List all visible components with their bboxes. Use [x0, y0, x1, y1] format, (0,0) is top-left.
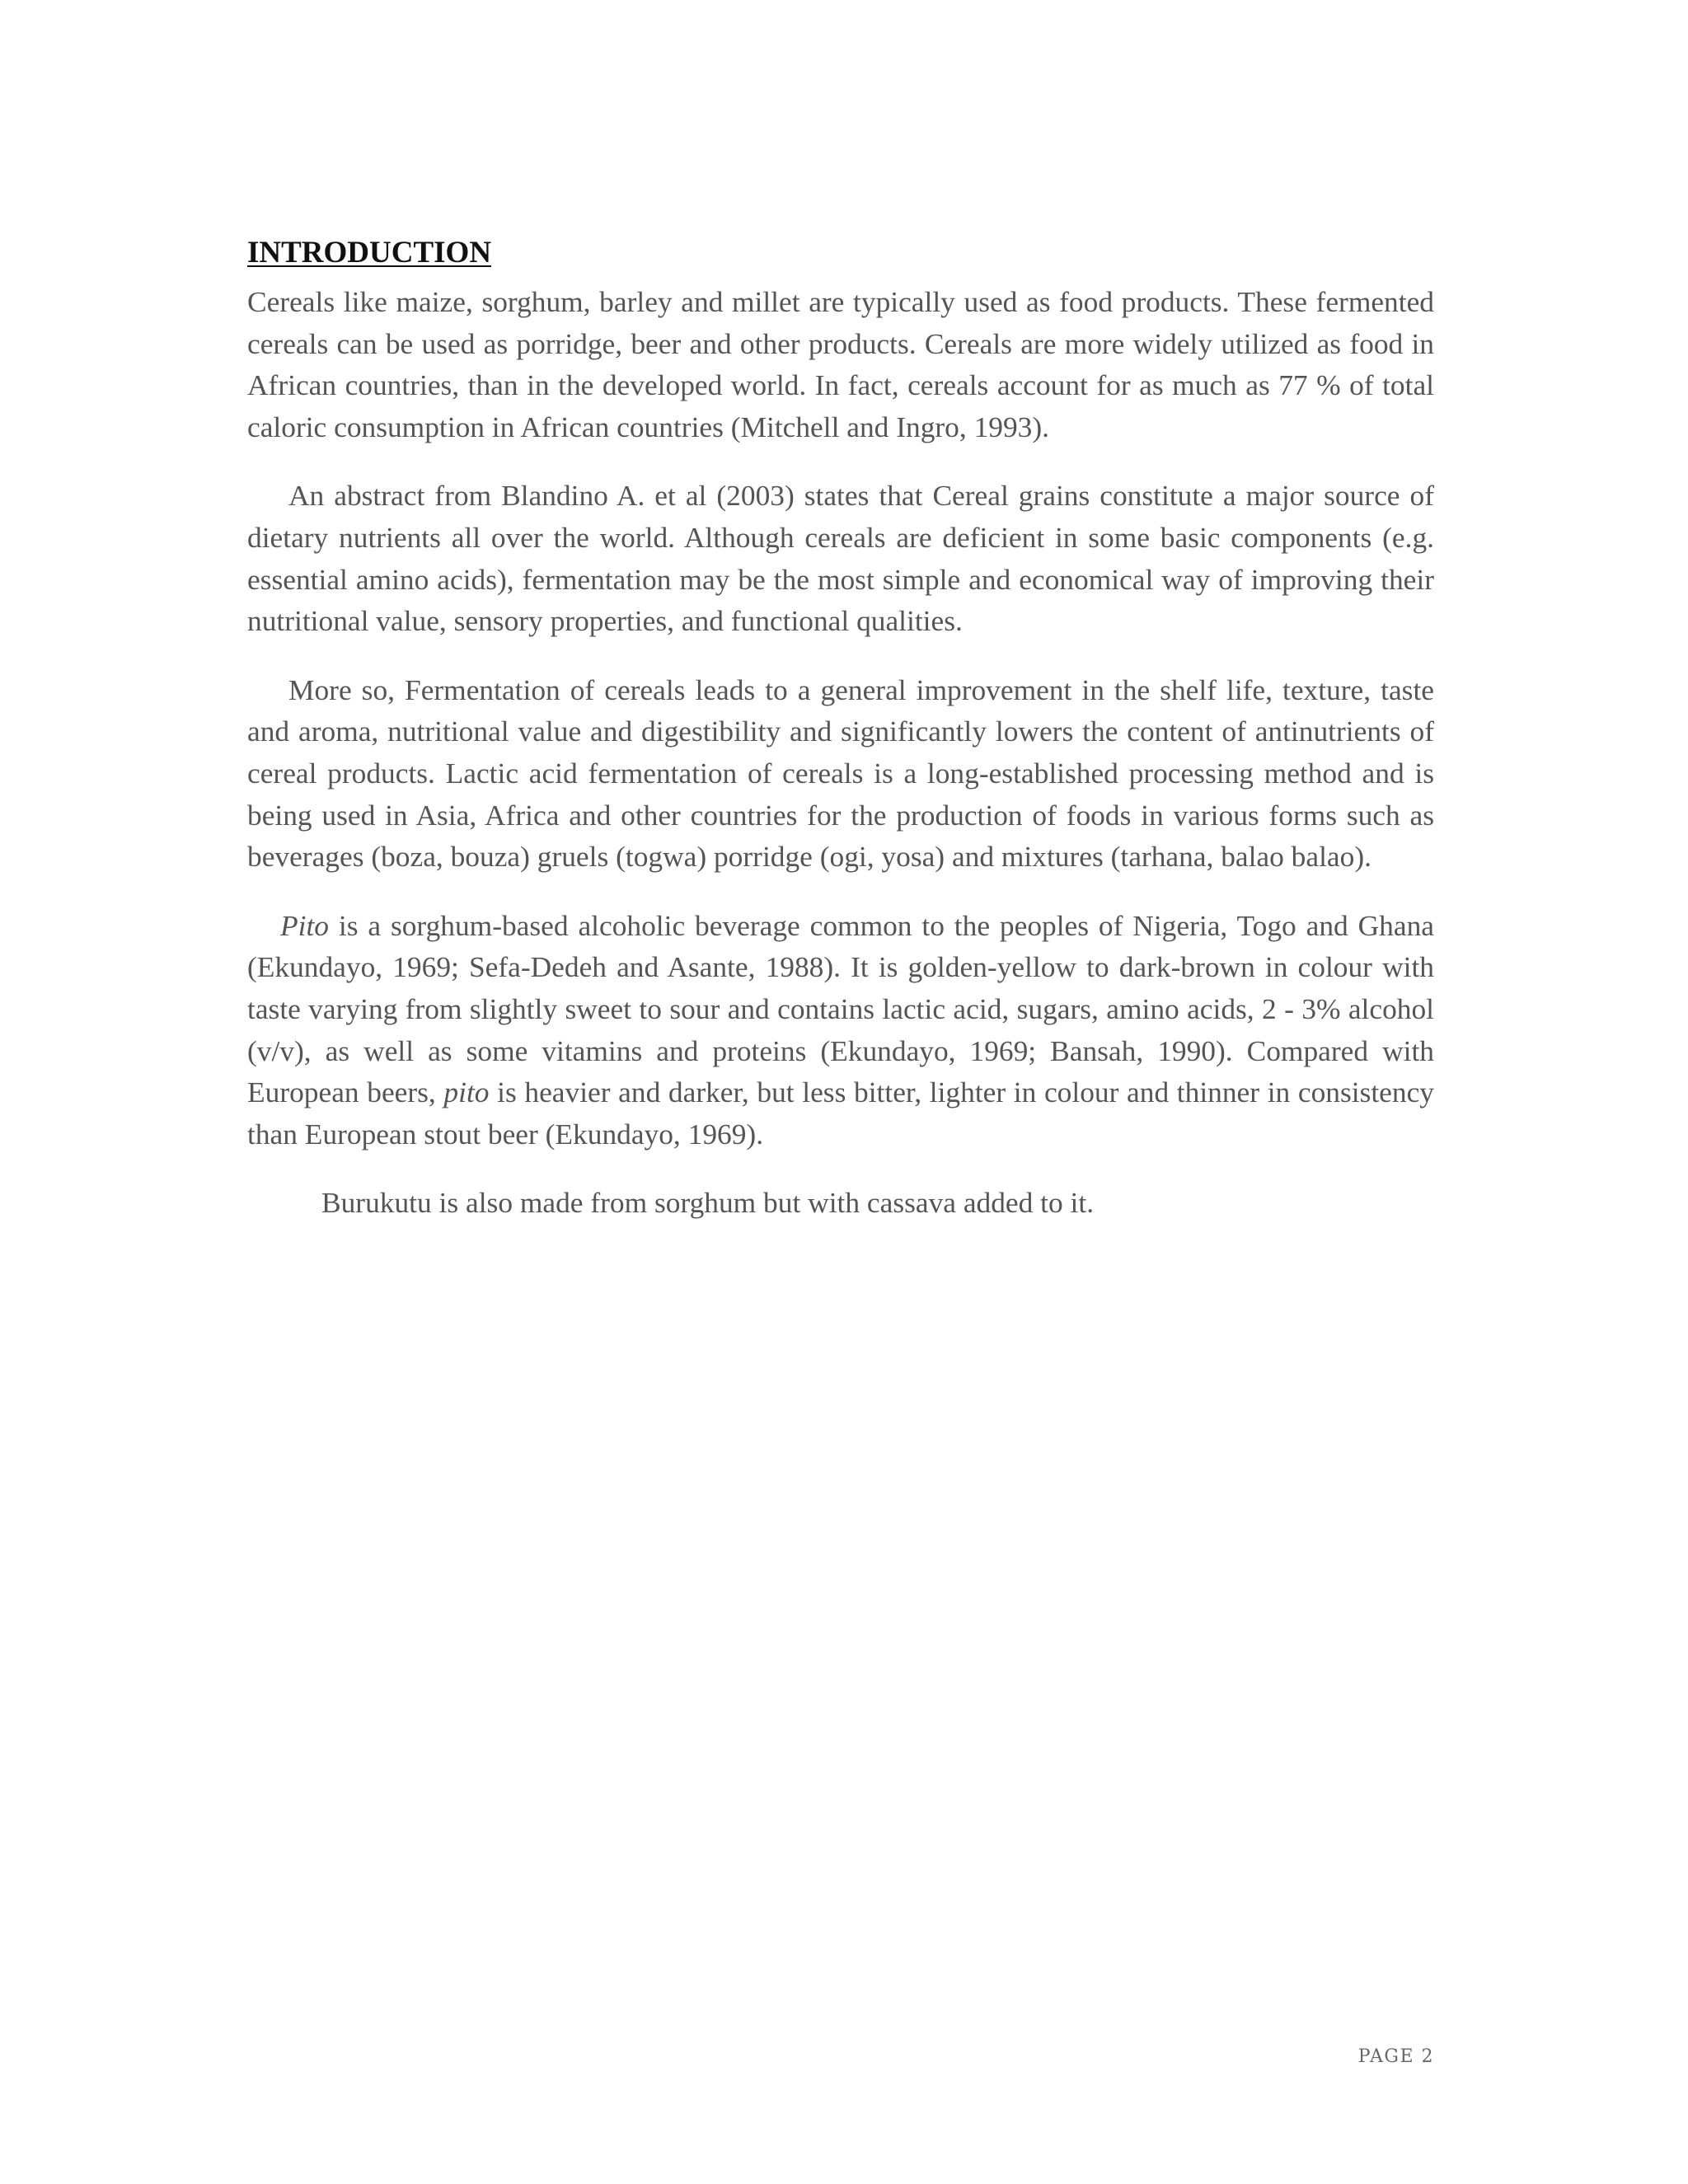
- pito-term: Pito: [280, 908, 329, 942]
- pito-term-2: pito: [443, 1076, 490, 1109]
- paragraph-1: Cereals like maize, sorghum, barley and millet are typically used as food products. These fermented cereals can be used as porridge, beer and other products. Cereals are more widely utilized as food in African countries, than in the developed world. In fact, cereals account for as much as 77 % of total caloric consumption in African countries (Mitchell and Ingro, 1993).: [247, 285, 1434, 443]
- document-body: [247, 235, 1434, 1251]
- paragraph-4-text-1: is a sorghum-based alcoholic beverage common to the peoples of Nigeria, Togo and Ghana (Ekundayo, 1969; Sefa-Dedeh and Asante, 1988). It is golden-yellow to dark-brown in colour with taste varying from slightly sweet to sour and contains lactic acid, sugars, amino acids, 2 - 3% alcohol (v/v), as well as some vitamins and proteins (Ekundayo, 1969; Bansah, 1990). Compared with European beers,: [247, 908, 1434, 1109]
- paragraph-5: Burukutu is also made from sorghum but with cassava added to it.: [321, 1186, 1095, 1220]
- section-heading: INTRODUCTION: [247, 236, 492, 269]
- paragraph-4: [247, 905, 1434, 1155]
- page-number: PAGE 2: [1357, 2046, 1434, 2067]
- paragraph-4-text-2: is heavier and darker, but less bitter, lighter in colour and thinner in consistency than European stout beer (Ekundayo, 1969).: [247, 1076, 1434, 1151]
- paragraph-2: An abstract from Blandino A. et al (2003) states that Cereal grains constitute a major source of dietary nutrients all over the world. Although cereals are deficient in some basic components (e.g. essential amino acids), fermentation may be the most simple and economical way of improving their nutritional value, sensory properties, and functional qualities.: [247, 479, 1434, 638]
- paragraph-3: More so, Fermentation of cereals leads to a general improvement in the shelf life, texture, taste and aroma, nutritional value and digestibility and significantly lowers the content of antinutrients of cereal products. Lactic acid fermentation of cereals is a long-established processing method and is being used in Asia, Africa and other countries for the production of foods in various forms such as beverages (boza, bouza) gruels (togwa) porridge (ogi, yosa) and mixtures (tarhana, balao balao).: [247, 673, 1434, 874]
